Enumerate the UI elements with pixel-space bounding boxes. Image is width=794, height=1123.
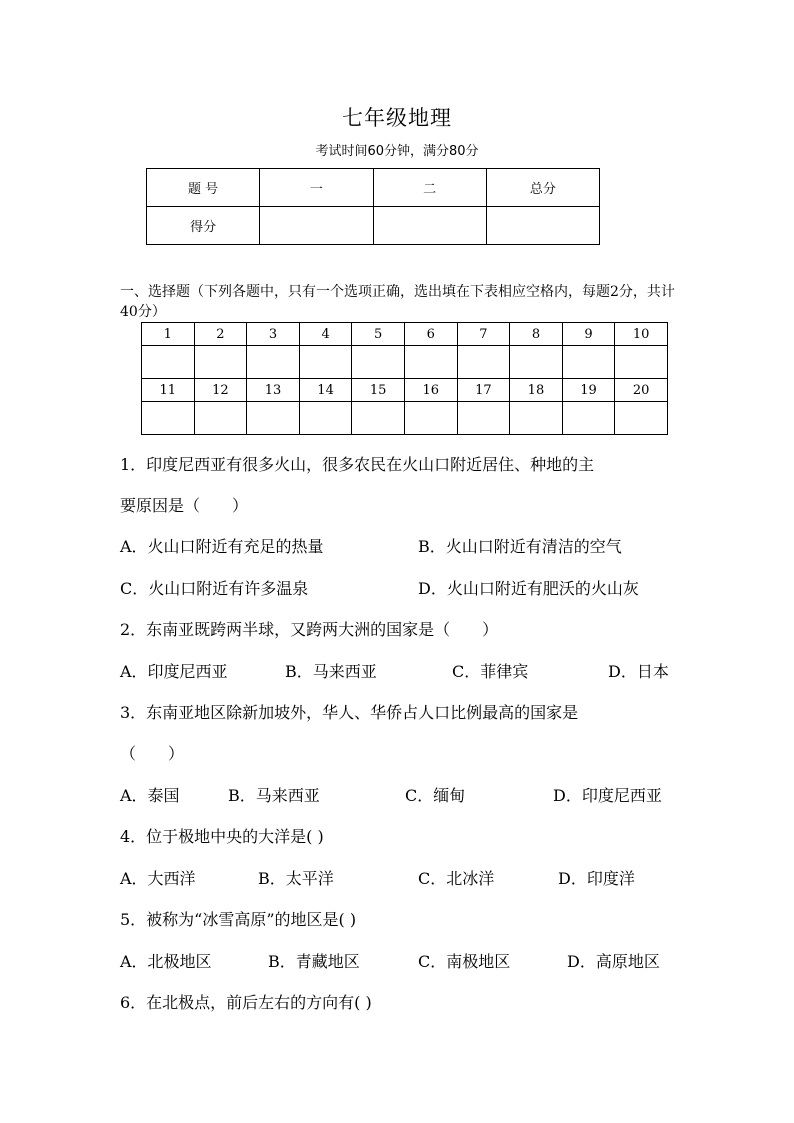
option-c: C．缅甸 xyxy=(405,786,466,805)
option-a: A．北极地区 xyxy=(120,952,212,971)
score-blank-cell xyxy=(486,207,599,245)
score-label-cell: 得分 xyxy=(147,207,260,245)
option-c: C．北冰洋 xyxy=(418,869,495,888)
question-1-options xyxy=(120,534,680,554)
grid-answer-cell xyxy=(615,346,668,379)
grid-number-cell: 20 xyxy=(615,379,668,402)
grid-answer-cell xyxy=(142,402,195,435)
score-header-cell: 题 号 xyxy=(147,169,260,207)
grid-answer-cell xyxy=(457,346,510,379)
grid-answer-cell xyxy=(510,402,563,435)
question-5-options xyxy=(120,949,680,969)
question-1-line-2: 要原因是（ ） xyxy=(120,496,249,515)
grid-number-cell: 6 xyxy=(404,323,457,346)
section1-instruction: 一、选择题（下列各题中，只有一个选项正确，选出填在下表相应空格内，每题2分，共计40分） xyxy=(120,284,675,320)
grid-number-cell: 2 xyxy=(194,323,247,346)
question-1-options-2 xyxy=(120,576,680,596)
option-a: A．泰国 xyxy=(120,786,180,805)
option-d: D．火山口附近有肥沃的火山灰 xyxy=(418,579,639,598)
grid-number-cell: 8 xyxy=(510,323,563,346)
grid-number-cell: 18 xyxy=(510,379,563,402)
grid-number-cell: 10 xyxy=(615,323,668,346)
grid-answer-cell xyxy=(194,402,247,435)
option-a: A．大西洋 xyxy=(120,869,196,888)
question-3-line-1: 3．东南亚地区除新加坡外，华人、华侨占人口比例最高的国家是 xyxy=(120,703,579,722)
question-1-line-1: 1．印度尼西亚有很多火山，很多农民在火山口附近居住、种地的主 xyxy=(120,455,595,474)
grid-number-cell: 7 xyxy=(457,323,510,346)
option-b: B．马来西亚 xyxy=(285,662,377,681)
grid-number-cell: 3 xyxy=(247,323,300,346)
grid-number-cell: 9 xyxy=(562,323,615,346)
grid-number-cell: 12 xyxy=(194,379,247,402)
grid-answer-cell xyxy=(299,346,352,379)
answer-grid xyxy=(141,322,668,435)
grid-answer-cell xyxy=(404,402,457,435)
option-b: B．太平洋 xyxy=(258,869,334,888)
score-blank-cell xyxy=(260,207,373,245)
grid-number-cell: 11 xyxy=(142,379,195,402)
grid-number-cell: 5 xyxy=(352,323,405,346)
grid-answer-cell xyxy=(299,402,352,435)
grid-answer-cell xyxy=(562,346,615,379)
table-row xyxy=(147,207,600,245)
grid-number-cell: 16 xyxy=(404,379,457,402)
question-3-options xyxy=(120,783,680,803)
option-c: C．南极地区 xyxy=(418,952,511,971)
option-b: B．青藏地区 xyxy=(268,952,360,971)
question-4-line-1: 4．位于极地中央的大洋是( ) xyxy=(120,827,324,846)
option-a: A．火山口附近有充足的热量 xyxy=(120,537,324,556)
option-b: B．马来西亚 xyxy=(228,786,320,805)
question-2-options xyxy=(120,659,680,679)
question-4-options xyxy=(120,866,680,886)
score-table xyxy=(146,168,600,245)
grid-number-cell: 1 xyxy=(142,323,195,346)
grid-answer-cell xyxy=(615,402,668,435)
table-row xyxy=(142,346,668,379)
grid-answer-cell xyxy=(352,346,405,379)
grid-number-cell: 15 xyxy=(352,379,405,402)
grid-number-cell: 17 xyxy=(457,379,510,402)
score-header-cell: 一 xyxy=(260,169,373,207)
grid-answer-cell xyxy=(562,402,615,435)
table-row xyxy=(142,402,668,435)
score-header-cell: 二 xyxy=(373,169,486,207)
option-b: B．火山口附近有清洁的空气 xyxy=(418,537,622,556)
grid-answer-cell xyxy=(404,346,457,379)
grid-number-cell: 4 xyxy=(299,323,352,346)
option-d: D．高原地区 xyxy=(567,952,660,971)
table-row xyxy=(142,323,668,346)
score-blank-cell xyxy=(373,207,486,245)
option-a: A．印度尼西亚 xyxy=(120,662,228,681)
grid-answer-cell xyxy=(352,402,405,435)
exam-subtitle: 考试时间60分钟，满分80分 xyxy=(315,144,479,159)
option-c: C．火山口附近有许多温泉 xyxy=(120,579,309,598)
question-3-line-2: （ ） xyxy=(120,744,185,763)
grid-number-cell: 19 xyxy=(562,379,615,402)
question-2-line-1: 2．东南亚既跨两半球，又跨两大洲的国家是（ ） xyxy=(120,620,499,639)
grid-answer-cell xyxy=(247,402,300,435)
grid-answer-cell xyxy=(194,346,247,379)
grid-number-cell: 14 xyxy=(299,379,352,402)
question-5-line-1: 5．被称为“冰雪高原”的地区是( ) xyxy=(120,910,357,929)
grid-answer-cell xyxy=(142,346,195,379)
page-title: 七年级地理 xyxy=(342,106,452,130)
option-d: D．日本 xyxy=(608,662,669,681)
grid-answer-cell xyxy=(457,402,510,435)
option-c: C．菲律宾 xyxy=(452,662,529,681)
table-row xyxy=(147,169,600,207)
grid-answer-cell xyxy=(510,346,563,379)
grid-answer-cell xyxy=(247,346,300,379)
score-header-cell: 总分 xyxy=(486,169,599,207)
option-d: D．印度洋 xyxy=(558,869,635,888)
table-row xyxy=(142,379,668,402)
grid-number-cell: 13 xyxy=(247,379,300,402)
option-d: D．印度尼西亚 xyxy=(553,786,662,805)
question-6-line-1: 6．在北极点，前后左右的方向有( ) xyxy=(120,993,372,1012)
